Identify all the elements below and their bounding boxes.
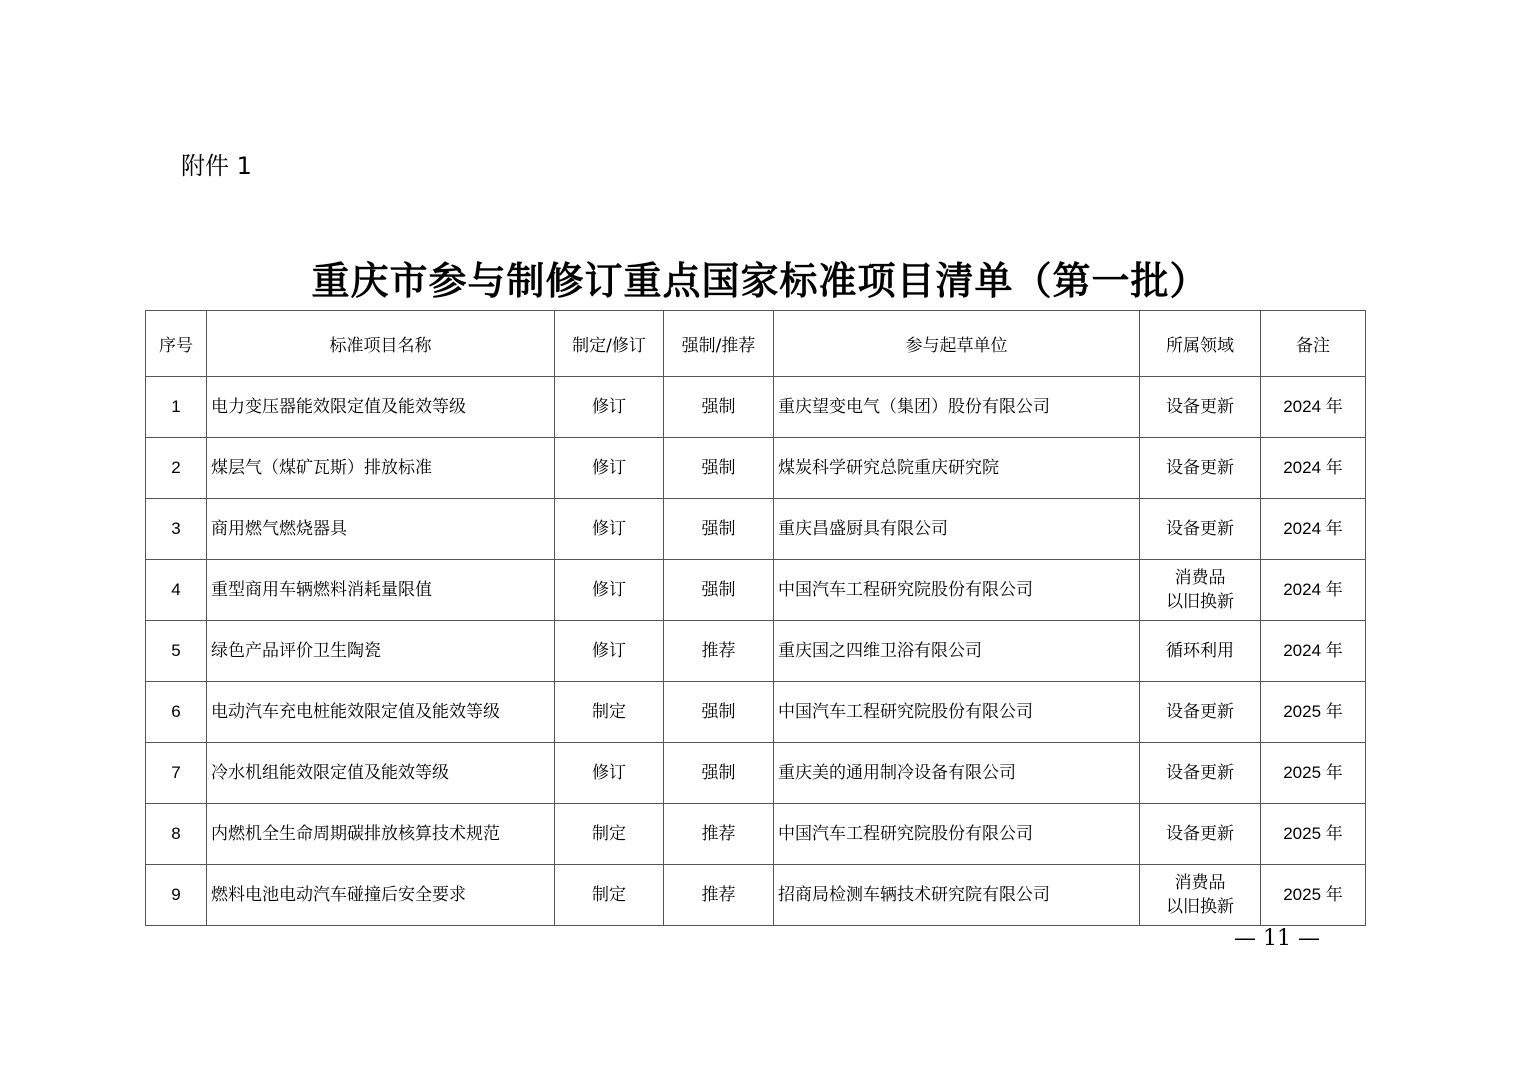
cell-unit: 中国汽车工程研究院股份有限公司 — [774, 560, 1140, 621]
table-row — [146, 621, 1366, 682]
cell-no: 2 — [146, 438, 207, 499]
page-number: — 11 — — [1234, 926, 1320, 951]
cell-mandatory: 强制 — [664, 499, 774, 560]
cell-note: 2025 年 — [1261, 865, 1366, 926]
cell-domain: 设备更新 — [1140, 438, 1261, 499]
table-row — [146, 560, 1366, 621]
cell-type: 制定 — [555, 865, 664, 926]
cell-unit: 煤炭科学研究总院重庆研究院 — [774, 438, 1140, 499]
cell-name: 重型商用车辆燃料消耗量限值 — [207, 560, 555, 621]
cell-unit: 重庆美的通用制冷设备有限公司 — [774, 743, 1140, 804]
cell-domain: 设备更新 — [1140, 743, 1261, 804]
cell-unit: 重庆昌盛厨具有限公司 — [774, 499, 1140, 560]
attachment-label: 附件 1 — [181, 152, 252, 180]
cell-mandatory: 强制 — [664, 560, 774, 621]
table-row — [146, 682, 1366, 743]
cell-type: 修订 — [555, 560, 664, 621]
cell-name: 燃料电池电动汽车碰撞后安全要求 — [207, 865, 555, 926]
header-mandatory: 强制/推荐 — [664, 311, 774, 377]
cell-type: 修订 — [555, 621, 664, 682]
cell-name: 冷水机组能效限定值及能效等级 — [207, 743, 555, 804]
cell-type: 制定 — [555, 682, 664, 743]
cell-note: 2024 年 — [1261, 438, 1366, 499]
cell-domain: 设备更新 — [1140, 804, 1261, 865]
cell-domain: 设备更新 — [1140, 499, 1261, 560]
cell-note: 2024 年 — [1261, 621, 1366, 682]
table-row — [146, 865, 1366, 926]
cell-domain: 消费品 以旧换新 — [1140, 865, 1261, 926]
document-title: 重庆市参与制修订重点国家标准项目清单（第一批） — [311, 258, 1209, 303]
cell-mandatory: 推荐 — [664, 621, 774, 682]
cell-name: 煤层气（煤矿瓦斯）排放标准 — [207, 438, 555, 499]
header-no: 序号 — [146, 311, 207, 377]
cell-note: 2024 年 — [1261, 499, 1366, 560]
header-name: 标准项目名称 — [207, 311, 555, 377]
table-header-row — [146, 311, 1366, 377]
cell-type: 制定 — [555, 804, 664, 865]
cell-unit: 重庆国之四维卫浴有限公司 — [774, 621, 1140, 682]
cell-name: 电力变压器能效限定值及能效等级 — [207, 377, 555, 438]
cell-domain: 设备更新 — [1140, 377, 1261, 438]
header-note: 备注 — [1261, 311, 1366, 377]
header-type: 制定/修订 — [555, 311, 664, 377]
cell-no: 9 — [146, 865, 207, 926]
table-row — [146, 499, 1366, 560]
cell-note: 2025 年 — [1261, 682, 1366, 743]
cell-no: 4 — [146, 560, 207, 621]
table-row — [146, 438, 1366, 499]
cell-no: 7 — [146, 743, 207, 804]
cell-name: 内燃机全生命周期碳排放核算技术规范 — [207, 804, 555, 865]
cell-note: 2024 年 — [1261, 377, 1366, 438]
cell-note: 2025 年 — [1261, 804, 1366, 865]
cell-no: 3 — [146, 499, 207, 560]
cell-unit: 招商局检测车辆技术研究院有限公司 — [774, 865, 1140, 926]
cell-domain: 消费品 以旧换新 — [1140, 560, 1261, 621]
cell-no: 6 — [146, 682, 207, 743]
table-row — [146, 377, 1366, 438]
cell-type: 修订 — [555, 499, 664, 560]
cell-mandatory: 推荐 — [664, 865, 774, 926]
cell-type: 修订 — [555, 743, 664, 804]
cell-no: 5 — [146, 621, 207, 682]
cell-mandatory: 强制 — [664, 438, 774, 499]
standards-table — [145, 310, 1366, 926]
cell-name: 商用燃气燃烧器具 — [207, 499, 555, 560]
table-row — [146, 743, 1366, 804]
cell-note: 2025 年 — [1261, 743, 1366, 804]
cell-unit: 中国汽车工程研究院股份有限公司 — [774, 682, 1140, 743]
cell-mandatory: 推荐 — [664, 804, 774, 865]
cell-unit: 重庆望变电气（集团）股份有限公司 — [774, 377, 1140, 438]
cell-name: 绿色产品评价卫生陶瓷 — [207, 621, 555, 682]
cell-domain: 循环利用 — [1140, 621, 1261, 682]
cell-no: 1 — [146, 377, 207, 438]
table-row — [146, 804, 1366, 865]
cell-type: 修订 — [555, 438, 664, 499]
cell-unit: 中国汽车工程研究院股份有限公司 — [774, 804, 1140, 865]
header-domain: 所属领域 — [1140, 311, 1261, 377]
cell-mandatory: 强制 — [664, 682, 774, 743]
cell-name: 电动汽车充电桩能效限定值及能效等级 — [207, 682, 555, 743]
cell-domain: 设备更新 — [1140, 682, 1261, 743]
cell-note: 2024 年 — [1261, 560, 1366, 621]
cell-mandatory: 强制 — [664, 377, 774, 438]
cell-type: 修订 — [555, 377, 664, 438]
cell-mandatory: 强制 — [664, 743, 774, 804]
header-unit: 参与起草单位 — [774, 311, 1140, 377]
cell-no: 8 — [146, 804, 207, 865]
